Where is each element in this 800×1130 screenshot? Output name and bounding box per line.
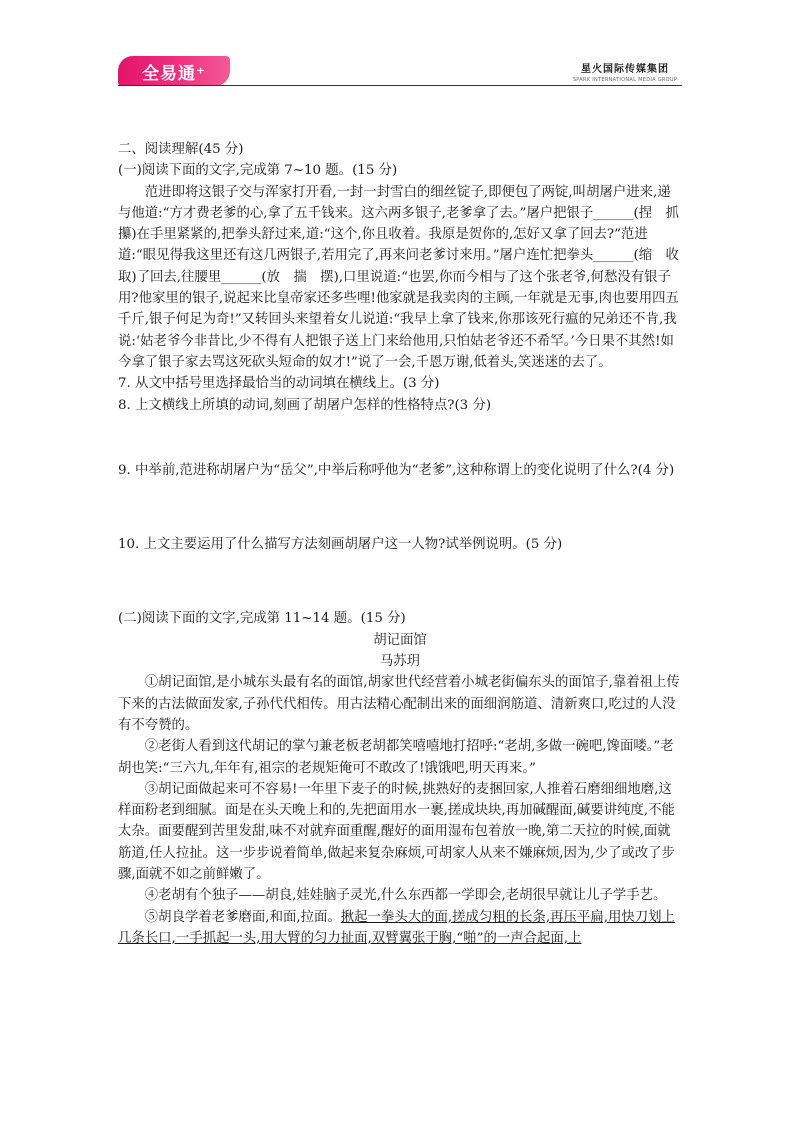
header-divider	[118, 85, 682, 86]
story-title: 胡记面馆	[373, 632, 427, 648]
story-paragraph-1: ①胡记面馆,是小城东头最有名的面馆,胡家世代经营着小城老街偏东头的面馆子,靠着祖上传下来的古法做面发家,子孙代代相传。用古法精心配制出来的面细润筋道、清新爽口,吃过的人没有不夸赞的。	[118, 675, 680, 733]
story-paragraph-3: ③胡记面做起来可不容易!一年里下麦子的时候,挑熟好的麦捆回家,人推着石磨细细地磨,这样面粉老到细腻。面是在头天晚上和的,先把面用水一裹,搓成块块,再加碱醒面,碱要讲纯度,不能太杂。面要醒到苦里发甜,味不对就弃面重醒,醒好的面用湿布包着放一晚,第二天拉的时候,面就筋道,任人拉扯。这一步步说着简单,做起来复杂麻烦,可胡家人从来不嫌麻烦,因为,少了或改了步骤,面就不如之前鲜嫩了。	[118, 781, 675, 883]
story-author: 马苏玥	[379, 654, 421, 670]
question-7: 7. 从文中括号里选择最恰当的动词填在横线上。(3 分)	[118, 376, 440, 392]
section-title: 二、阅读理解(45 分)	[118, 142, 244, 157]
story-paragraph-5	[118, 907, 682, 950]
question-9: 9. 中举前,范进称胡屠户为“岳父”,中举后称呼他为“老爹”,这种称谓上的变化说明了什么?(4 分)	[118, 462, 675, 478]
company-name-en: SPARK INTERNATIONAL MEDIA GROUP	[572, 77, 678, 83]
question-8: 8. 上文横线上所填的动词,刻画了胡屠户怎样的性格特点?(3 分)	[118, 397, 492, 413]
document-body	[118, 139, 693, 949]
passage1: 范进即将这银子交与浑家打开看,一封一封雪白的细丝锭子,即便包了两锭,叫胡屠户进来,递与他道:“方才费老爹的心,拿了五千钱来。这六两多银子,老爹拿了去。”屠户把银子______(捏 抓 攥)在手里紧紧的,把拳头舒过来,道:“这个,你且收着。我原是贺你的,怎好又拿了回去?”范进道:“眼见得我这里还有这几两银子,若用完了,再来问老爹讨来用。”屠户连忙把拳头______(缩 收 取)了回去,往腰里______(放 揣 摆),口里说道:“也罢,你而今相与了这个张老爷,何愁没有银子用?他家里的银子,说起来比皇帝家还多些哩!他家就是我卖肉的主顾,一年就是无事,肉也要用四五千斤,银子何足为奇!”又转回头来望着女儿说道:“我早上拿了钱来,你那该死行瘟的兄弟还不肯,我说:‘姑老爷今非昔比,少不得有人把银子送上门来给他用,只怕姑老爷还不希罕。’今日果不其然!如今拿了银子家去骂这死砍头短命的奴才!”说了一会,千恩万谢,低着头,笑迷迷的去了。	[118, 184, 693, 370]
company-name-cn: 星火国际传媒集团	[581, 64, 669, 75]
answer-space	[118, 481, 682, 534]
answer-space	[118, 555, 682, 608]
question-10: 10. 上文主要运用了什么描写方法刻画胡屠户这一人物?试举例说明。(5 分)	[118, 537, 563, 553]
part2-intro: (二)阅读下面的文字,完成第 11~14 题。(15 分)	[118, 611, 406, 627]
brand-logo: 全易通⁺	[118, 56, 230, 86]
part1-intro: (一)阅读下面的文字,完成第 7~10 题。(15 分)	[118, 163, 398, 179]
story-paragraph-2: ②老街人看到这代胡记的掌勺兼老板老胡都笑嘻嘻地打招呼:“老胡,多做一碗吧,馋面喽。”老胡也笑:“三六九,年年有,祖宗的老规矩俺可不敢改了!饿饿吧,明天再来。”	[118, 739, 674, 776]
company-name	[570, 60, 680, 83]
story-paragraph-4: ④老胡有个独子——胡良,娃娃脑子灵光,什么东西都一学即会,老胡很早就让儿子学手艺。	[144, 888, 667, 904]
story-paragraph-5-text: ⑤胡良学着老爹磨面,和面,拉面。	[144, 909, 341, 925]
answer-space	[118, 416, 682, 460]
underlined-passage: 揪起一拳头大的面,搓成匀粗的长条,再压平扁,用快刀划上几条长口,一手抓起一头,用大臂的匀力扯面,双臂翼张于胸,“啪”的一声合起面,上	[118, 909, 675, 946]
